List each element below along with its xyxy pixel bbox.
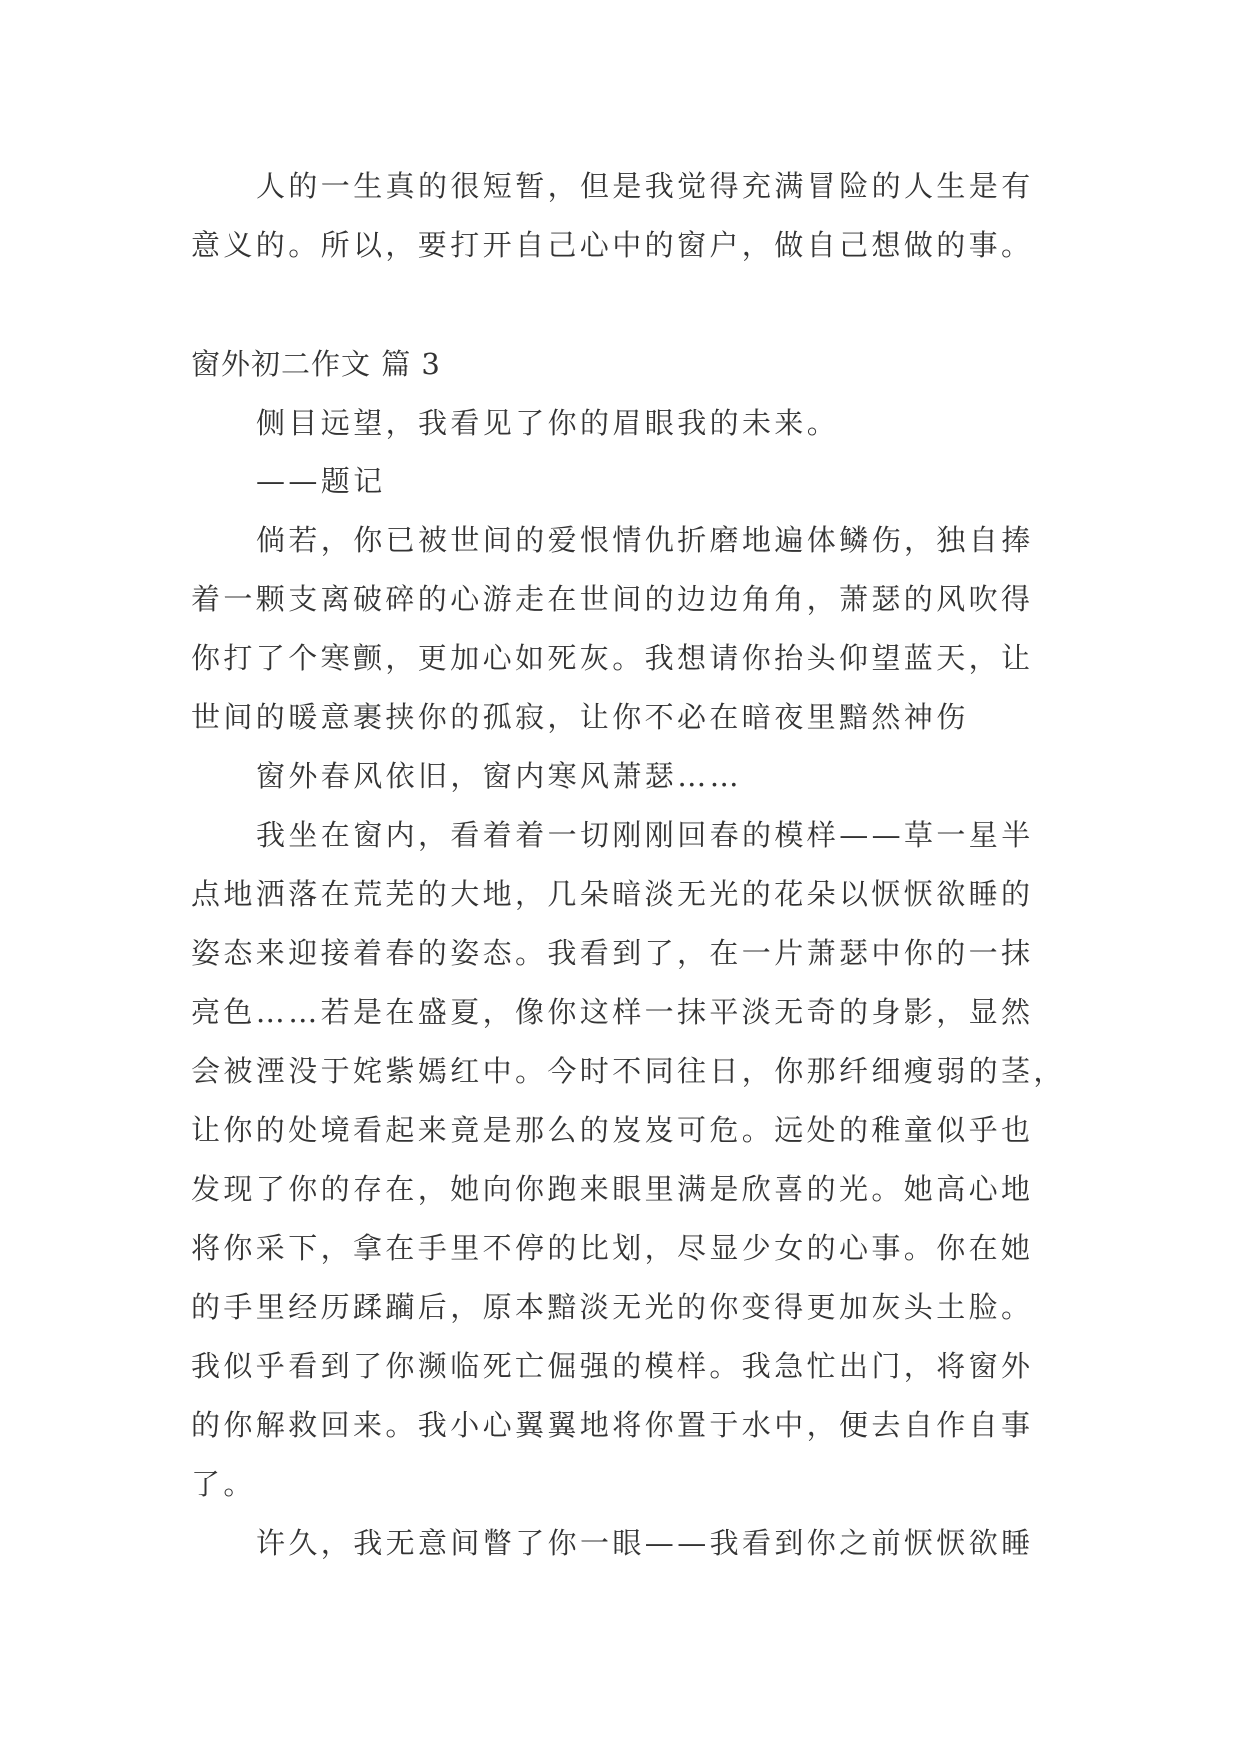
- paragraph-line: 你打了个寒颤，更加心如死灰。我想请你抬头仰望蓝天，让: [191, 641, 1034, 675]
- paragraph-line: 的你解救回来。我小心翼翼地将你置于水中，便去自作自事: [191, 1408, 1034, 1442]
- paragraph-line: 亮色……若是在盛夏，像你这样一抹平淡无奇的身影，显然: [191, 995, 1034, 1029]
- epigraph-line: 侧目远望，我看见了你的眉眼我的未来。: [256, 406, 840, 440]
- paragraph-line: 让你的处境看起来竟是那么的岌岌可危。远处的稚童似乎也: [191, 1113, 1034, 1147]
- section-heading: 窗外初二作文 篇 3: [191, 347, 441, 381]
- paragraph-line: 我坐在窗内，看着着一切刚刚回春的模样——草一星半: [256, 818, 1034, 852]
- paragraph-line: 许久，我无意间瞥了你一眼——我看到你之前恹恹欲睡: [256, 1526, 1034, 1560]
- paragraph-line: 窗外春风依旧，窗内寒风萧瑟……: [256, 759, 743, 793]
- paragraph-line: 人的一生真的很短暂，但是我觉得充满冒险的人生是有: [256, 169, 1034, 203]
- paragraph-line: 会被湮没于姹紫嫣红中。今时不同往日，你那纤细瘦弱的茎，: [191, 1054, 1066, 1088]
- epigraph-attribution: ——题记: [256, 464, 386, 498]
- paragraph-line: 世间的暖意裹挟你的孤寂，让你不必在暗夜里黯然神伤: [191, 700, 969, 734]
- paragraph-line: 发现了你的存在，她向你跑来眼里满是欣喜的光。她高心地: [191, 1172, 1034, 1206]
- paragraph-line: 了。: [191, 1467, 256, 1501]
- paragraph-line: 着一颗支离破碎的心游走在世间的边边角角，萧瑟的风吹得: [191, 582, 1034, 616]
- paragraph-line: 姿态来迎接着春的姿态。我看到了，在一片萧瑟中你的一抹: [191, 936, 1034, 970]
- paragraph-line: 我似乎看到了你濒临死亡倔强的模样。我急忙出门，将窗外: [191, 1349, 1034, 1383]
- paragraph-line: 意义的。所以，要打开自己心中的窗户，做自己想做的事。: [191, 228, 1034, 262]
- paragraph-line: 点地洒落在荒芜的大地，几朵暗淡无光的花朵以恹恹欲睡的: [191, 877, 1034, 911]
- paragraph-line: 的手里经历蹂躏后，原本黯淡无光的你变得更加灰头土脸。: [191, 1290, 1034, 1324]
- paragraph-line: 将你采下，拿在手里不停的比划，尽显少女的心事。你在她: [191, 1231, 1034, 1265]
- paragraph-line: 倘若，你已被世间的爱恨情仇折磨地遍体鳞伤，独自捧: [256, 523, 1034, 557]
